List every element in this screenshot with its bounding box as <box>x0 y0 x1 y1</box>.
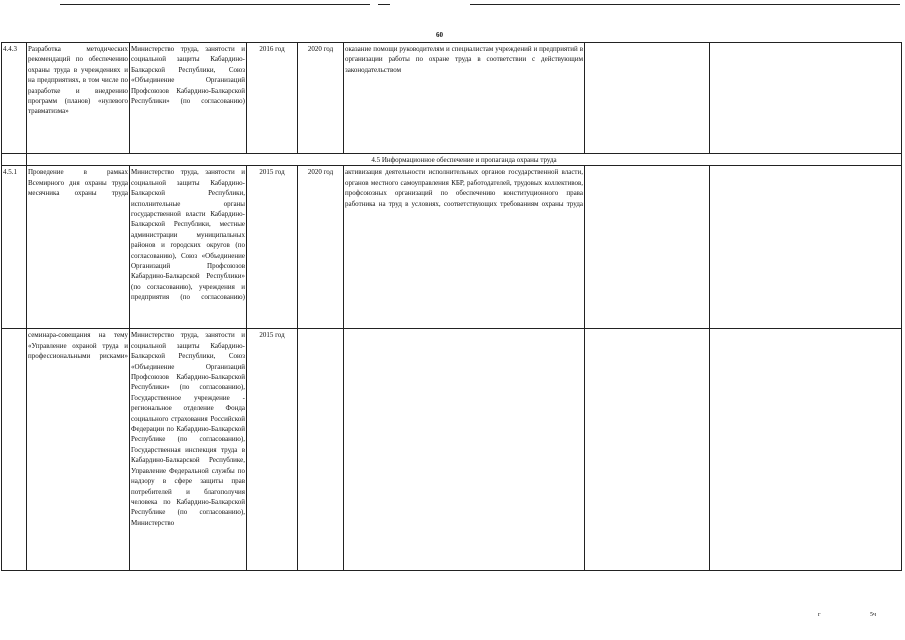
plan-table <box>1 42 902 571</box>
start-year: 2016 год <box>247 43 298 154</box>
expected-result <box>344 329 585 571</box>
end-year <box>298 329 344 571</box>
empty-cell <box>585 329 710 571</box>
measure-name: Проведение в рамках Всемирного дня охраны труда месячника охраны труда <box>27 166 130 329</box>
row-number: 4.4.3 <box>2 43 27 154</box>
section-title: 4.5 Информационное обеспечение и пропаганда охраны труда <box>27 154 902 166</box>
table-row <box>2 166 902 329</box>
table-row <box>2 43 902 154</box>
executor: Министерство труда, занятости и социальной защиты Кабардино-Балкарской Республики, исполнительные органы государственной власти Кабардино-Балкарской Республики, местные администрации муниципальных районов и городских округов (по согласованию), Союз «Объединение Организаций Профсоюзов Кабардино-Балкарской Республики» (по согласованию), учреждения и предприятия (по согласованию) <box>130 166 247 329</box>
measure-name: Разработка методических рекомендаций по обеспечению охраны труда в учреждениях и на предприятиях, в том числе по разработке и внедрению программ (планов) «нулевого травматизма» <box>27 43 130 154</box>
empty-cell <box>710 43 902 154</box>
page-number: 60 <box>436 31 443 39</box>
section-row <box>2 154 902 166</box>
empty-cell <box>585 166 710 329</box>
expected-result: активизация деятельности исполнительных органов государственной власти, органов местного самоуправления КБР, работодателей, трудовых коллективов, профсоюзных организаций по обеспечению конституционного права работника на труд в условиях, соответствующих требованиям охраны труда <box>344 166 585 329</box>
table-row <box>2 329 902 571</box>
empty-cell <box>710 166 902 329</box>
executor: Министерство труда, занятости и социальной защиты Кабардино-Балкарской Республики, Союз «Объединение Организаций Профсоюзов Кабардино-Балкарской Республики» (по согласованию), Государственное учреждение - региональное отделение Фонда социального страхования Российской Федерации по Кабардино-Балкарской Республике (по согласованию), Государственная инспекция труда в Кабардино-Балкарской Республике, Управление Федеральной службы по надзору в сфере защиты прав потребителей и благополучия человека по Кабардино-Балкарской Республике (по согласованию), Министерство <box>130 329 247 571</box>
empty-cell <box>710 329 902 571</box>
footer-mark-right: 5ч <box>870 612 877 618</box>
footer-mark-left: г <box>818 612 821 618</box>
measure-name: семинара-совещания на тему «Управление охраной труда и профессиональными рисками» <box>27 329 130 571</box>
start-year: 2015 год <box>247 329 298 571</box>
start-year: 2015 год <box>247 166 298 329</box>
top-rule-left <box>60 4 370 5</box>
row-number: 4.5.1 <box>2 166 27 329</box>
end-year: 2020 год <box>298 43 344 154</box>
empty-cell <box>2 154 27 166</box>
top-rule-mid <box>378 4 390 5</box>
end-year: 2020 год <box>298 166 344 329</box>
top-rule-right <box>470 4 900 5</box>
row-number <box>2 329 27 571</box>
executor: Министерство труда, занятости и социальной защиты Кабардино-Балкарской Республики, Союз «Объединение Организаций Профсоюзов Кабардино-Балкарской Республики» (по согласованию) <box>130 43 247 154</box>
expected-result: оказание помощи руководителям и специалистам учреждений и предприятий в организации работы по охране труда в соответствии с действующим законодательством <box>344 43 585 154</box>
empty-cell <box>585 43 710 154</box>
